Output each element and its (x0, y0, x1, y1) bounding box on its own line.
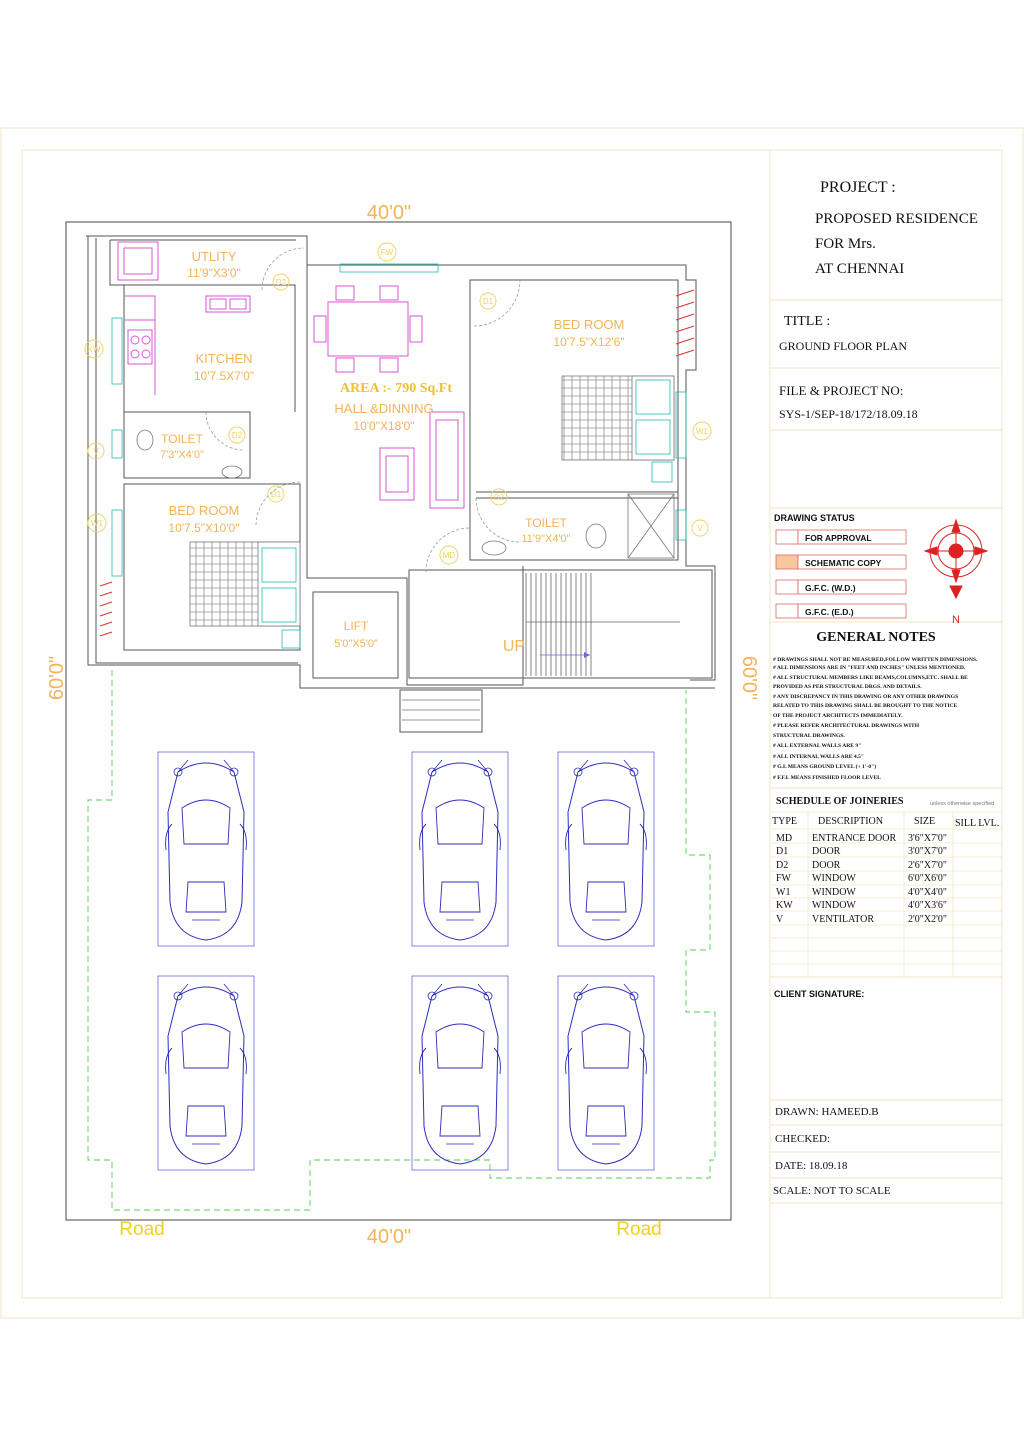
title-label: TITLE : (784, 314, 831, 329)
schedule-type: MD (776, 833, 793, 844)
schedule-size: 4'0"X3'6" (908, 900, 947, 911)
tag-d2-utility: D2 (275, 278, 287, 287)
project-line-1: PROPOSED RESIDENCE (815, 211, 978, 227)
room-name-toilet-right: TOILET (525, 516, 567, 530)
road-label-right: Road (616, 1219, 662, 1240)
schedule-type: FW (776, 873, 791, 884)
client-signature-label: CLIENT SIGNATURE: (774, 989, 865, 999)
north-label: N (952, 614, 960, 626)
area-label: AREA :- 790 Sq.Ft (339, 381, 453, 396)
schedule-description: DOOR (812, 846, 841, 857)
room-size-utility: 11'9"X3'0" (187, 266, 241, 280)
schedule-description: DOOR (812, 860, 841, 871)
note-line: # DRAWINGS SHALL NOT BE MEASURED,FOLLOW WRITTEN DIMENSIONS. (773, 657, 978, 663)
status-row-schematic-copy (776, 555, 906, 569)
building-walls (86, 236, 715, 732)
schedule-type: W1 (776, 887, 791, 898)
table-row (776, 846, 947, 857)
beds (190, 376, 674, 648)
north-arrow-icon (925, 520, 987, 598)
project-line-3: AT CHENNAI (815, 261, 905, 277)
note-line: # PLEASE REFER ARCHITECTURAL DRAWINGS WITH (773, 723, 920, 729)
note-line: # ALL STRUCTURAL MEMBERS LIKE BEAMS,COLUMNS,ETC. SHALL BE (773, 675, 968, 681)
road-label-left: Road (119, 1219, 165, 1240)
schedule-size: 6'0"X6'0" (908, 873, 947, 884)
status-label: G.F.C. (W.D.) (805, 583, 856, 593)
title-value: GROUND FLOOR PLAN (779, 339, 908, 353)
file-value: SYS-1/SEP-18/172/18.09.18 (779, 407, 918, 421)
note-line: RELATED TO THIS DRAWING SHALL BE BROUGHT TO THE NOTICE (773, 703, 958, 709)
dimension-top: 40'0" (366, 202, 412, 224)
room-size-hall: 10'0"X18'0" (353, 419, 415, 433)
table-row (776, 873, 947, 884)
status-row-gfc-wd (776, 580, 906, 594)
tag-w1-right: W1 (696, 427, 708, 436)
staircase (526, 573, 680, 676)
schedule-headers (772, 816, 999, 829)
project-line-2: FOR Mrs. (815, 236, 876, 252)
room-name-utility: UTLITY (191, 249, 237, 264)
drawing-status-label: DRAWING STATUS (774, 513, 855, 523)
room-size-toilet-right: 11'9"X4'0" (521, 533, 571, 545)
schedule-type: V (776, 914, 784, 925)
tag-md: MD (442, 551, 456, 560)
table-row (776, 860, 947, 871)
furniture (118, 242, 464, 508)
tag-fw: FW (380, 248, 394, 257)
title-block-lines (770, 300, 1002, 1203)
drawing-date: DATE: 18.09.18 (775, 1160, 848, 1172)
status-row-gfc-ed (776, 604, 906, 618)
drawing-scale: SCALE: NOT TO SCALE (773, 1185, 891, 1197)
tag-d2-right: D2 (493, 493, 505, 502)
dimension-bottom: 40'0" (366, 1226, 412, 1248)
note-line: STRUCTURAL DRAWINGS. (773, 733, 845, 739)
room-name-toilet-left: TOILET (161, 432, 203, 446)
room-name-bedroom-left: BED ROOM (168, 503, 240, 518)
schedule-header: TYPE (772, 816, 797, 827)
schedule-description: WINDOW (812, 873, 856, 884)
note-line: # ALL DIMENSIONS ARE IN "FEET AND INCHES" UNLESS MENTIONED. (773, 665, 966, 671)
note-line: # ALL INTERNAL WALLS ARE 4.5" (773, 754, 864, 760)
room-name-lift: LIFT (343, 619, 369, 633)
room-name-hall: HALL &DINNING (334, 401, 434, 416)
schedule-size: 3'0"X7'0" (908, 846, 947, 857)
tag-d2-toilet: D2 (231, 431, 243, 440)
status-row-for-approval (776, 530, 906, 544)
room-name-bedroom-right: BED ROOM (553, 317, 625, 332)
car-slot (558, 752, 654, 946)
room-size-bedroom-left: 10'7.5"X10'0" (168, 521, 240, 535)
tag-w1-left: W1 (91, 519, 103, 528)
schedule-description: WINDOW (812, 887, 856, 898)
tag-d1-bed: D1 (270, 490, 282, 499)
schedule-type: KW (776, 900, 793, 911)
schedule-type: D1 (776, 846, 789, 857)
room-size-toilet-left: 7'3"X4'0" (160, 449, 204, 461)
schedule-header: SILL LVL. (955, 818, 1000, 829)
schedule-header: SIZE (914, 816, 936, 827)
parking-boundary (88, 670, 715, 1210)
checked-by: CHECKED: (775, 1133, 830, 1145)
general-notes-title: GENERAL NOTES (816, 630, 936, 645)
table-row (776, 914, 947, 925)
table-row (776, 887, 947, 898)
car-slot (158, 752, 254, 946)
stair-up-label: UP (502, 638, 526, 655)
entrance-steps (402, 700, 480, 720)
status-label: FOR APPROVAL (805, 533, 872, 543)
room-size-lift: 5'0"X5'0" (334, 638, 378, 650)
car-parking-slots (158, 752, 654, 1170)
dimension-right: 60'0" (738, 655, 760, 701)
car-slot (558, 976, 654, 1170)
room-size-kitchen: 10'7.5X7'0" (193, 369, 255, 383)
note-line: # ALL EXTERNAL WALLS ARE 9" (773, 743, 862, 749)
schedule-description: ENTRANCE DOOR (812, 833, 897, 844)
schedule-type: D2 (776, 860, 789, 871)
car-slot (412, 976, 508, 1170)
schedule-size: 3'6"X7'0" (908, 833, 947, 844)
room-size-bedroom-right: 10'7.5"X12'6" (553, 335, 625, 349)
note-line: # ANY DISCREPANCY IN THIS DRAWING OR ANY OTHER DRAWINGS (773, 694, 959, 700)
project-label: PROJECT : (820, 179, 896, 196)
note-line: # F.F.L MEANS FINISHED FLOOR LEVEL (773, 775, 881, 781)
tag-v-left: V (93, 447, 99, 456)
schedule-size: 4'0"X4'0" (908, 887, 947, 898)
schedule-size: 2'0"X2'0" (908, 914, 947, 925)
tag-kw: KW (87, 345, 101, 354)
schedule-description: VENTILATOR (812, 914, 875, 925)
schedule-header: DESCRIPTION (818, 816, 884, 827)
tag-v-right: V (697, 524, 703, 533)
schedule-title: SCHEDULE OF JOINERIES (776, 796, 904, 807)
car-slot (412, 752, 508, 946)
drawn-by: DRAWN: HAMEED.B (775, 1106, 879, 1118)
file-label: FILE & PROJECT NO: (779, 383, 904, 398)
note-line: OF THE PROJECT ARCHITECTS IMMEDIATELY. (773, 713, 903, 719)
dimension-left: 60'0" (46, 655, 68, 701)
general-notes-list (773, 657, 978, 781)
schedule-size: 2'6"X7'0" (908, 860, 947, 871)
schedule-note: unless otherwise specified (930, 801, 995, 807)
tag-d1-hall: D1 (482, 297, 494, 306)
status-label: SCHEMATIC COPY (805, 558, 882, 568)
note-line: PROVIDED AS PER STRUCTURAL DRGS. AND DETAILS. (773, 684, 922, 690)
status-label: G.F.C. (E.D.) (805, 607, 854, 617)
car-slot (158, 976, 254, 1170)
room-name-kitchen: KITCHEN (195, 351, 253, 366)
note-line: # G.L MEANS GROUND LEVEL (+ 1'-0") (773, 764, 877, 770)
table-row (776, 900, 947, 911)
table-row (776, 833, 947, 844)
schedule-description: WINDOW (812, 900, 856, 911)
